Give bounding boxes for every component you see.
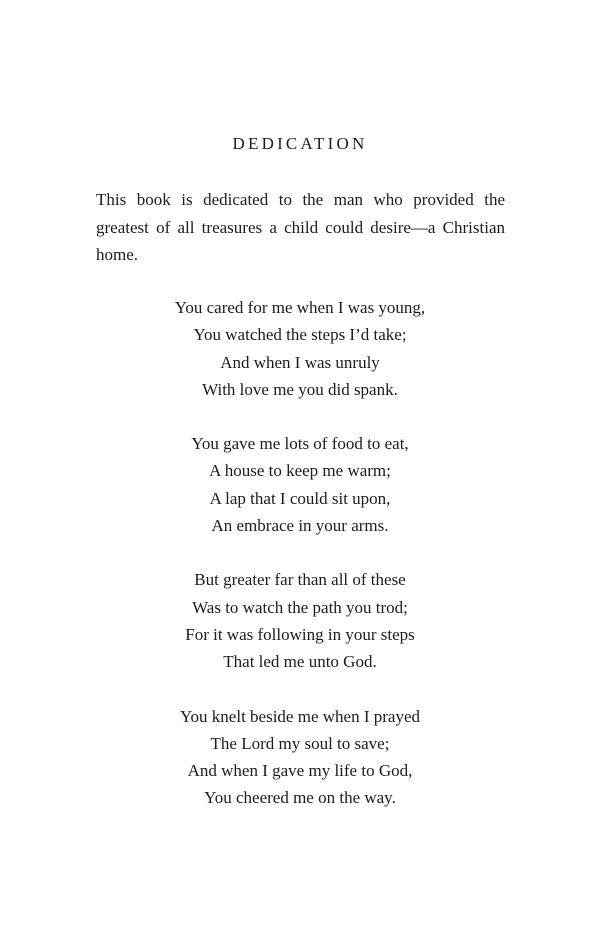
poem-line: For it was following in your steps [185, 624, 415, 644]
poem-line: The Lord my soul to save; [210, 733, 390, 753]
poem-stanza-3 [0, 566, 600, 675]
poem [0, 294, 600, 839]
dedication-paragraph: This book is dedicated to the man who provided the greatest of all treasures a child could desire—a Christian home. [96, 190, 505, 264]
poem-line: You watched the steps I’d take; [193, 325, 407, 345]
poem-line: A lap that I could sit upon, [209, 488, 391, 508]
poem-line: You knelt beside me when I prayed [179, 706, 420, 726]
poem-line: A house to keep me warm; [209, 461, 391, 481]
poem-line: You cared for me when I was young, [174, 298, 426, 317]
poem-line: But greater far than all of these [194, 570, 406, 590]
poem-stanza-4 [0, 703, 600, 812]
poem-line: That led me unto God. [223, 652, 377, 672]
poem-line: You gave me lots of food to eat, [191, 434, 409, 454]
poem-stanza-1 [0, 294, 600, 403]
poem-line: And when I was unruly [220, 352, 380, 372]
poem-stanza-2 [0, 430, 600, 539]
poem-line: Was to watch the path you trod; [192, 597, 408, 617]
poem-line: You cheered me on the way. [204, 788, 396, 808]
poem-line: An embrace in your arms. [211, 516, 389, 536]
poem-line: And when I gave my life to God, [187, 761, 413, 781]
page-title: DEDICATION [232, 134, 368, 153]
poem-line: With love me you did spank. [202, 379, 398, 399]
